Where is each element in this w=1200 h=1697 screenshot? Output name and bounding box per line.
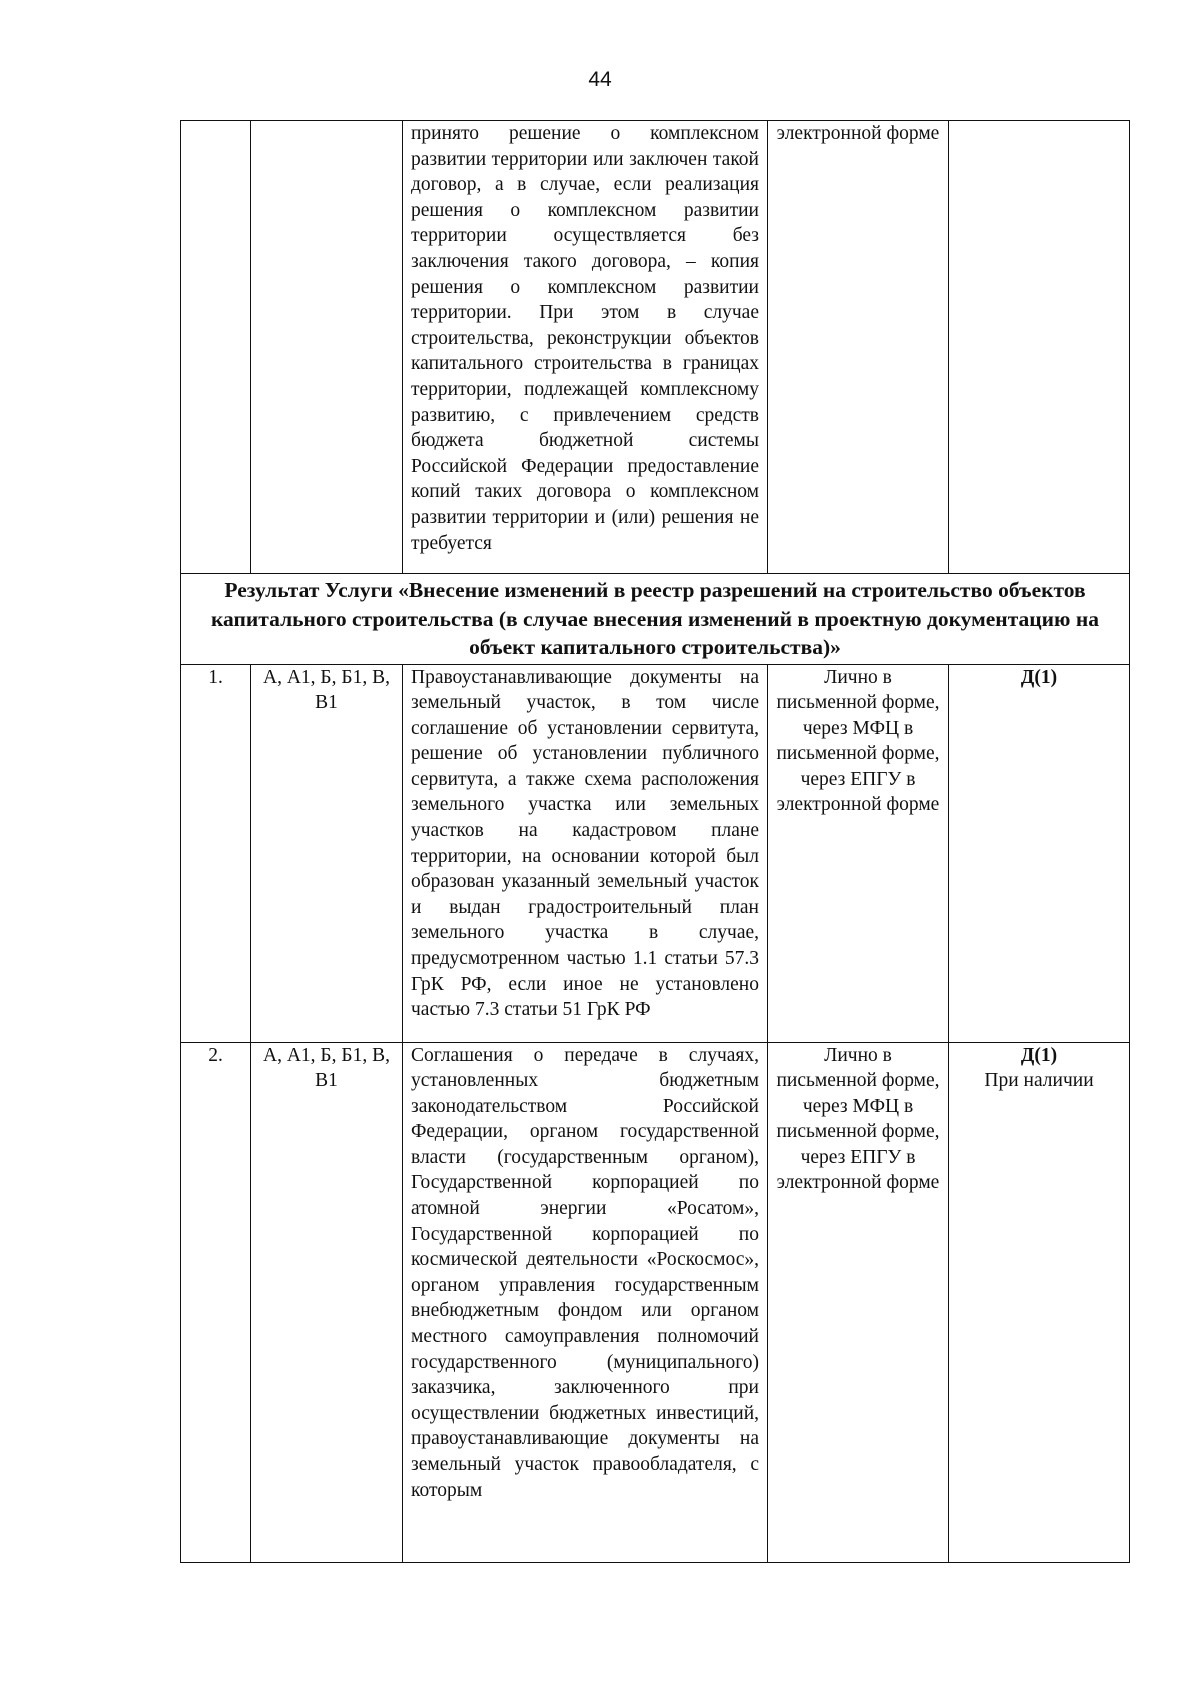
note-cell	[949, 121, 1130, 574]
table-row-continuation	[181, 121, 1130, 574]
page-number: 44	[588, 68, 612, 91]
document-code: Д(1)	[1020, 1044, 1058, 1066]
availability-note: При наличии	[984, 1070, 1094, 1092]
document-text-cell: Соглашения о передаче в случаях, установленных бюджетным законодательством Российской Федерации, органом государственной власти (государственным органом), Государственной корпорацией по атомной энергии «Росатом», Государственной корпорацией по космической деятельности «Роскосмос», органом управления государственным внебюджетным фондом или органом местного самоуправления полномочий государственного (муниципального) заказчика, заключенного при осуществлении бюджетных инвестиций, правоустанавливающие документы на земельный участок правообладателя, с которым	[403, 1042, 768, 1562]
section-title: Результат Услуги «Внесение изменений в реестр разрешений на строительство объектов капитального строительства (в случае внесения изменений в проектную документацию на объект капитального строительства)»	[181, 574, 1130, 665]
table-row	[181, 664, 1130, 1042]
section-header-row	[181, 574, 1130, 665]
categories-cell: А, А1, Б, Б1, В, В1	[251, 1042, 403, 1562]
submission-way-cell: Лично в письменной форме, через МФЦ в письменной форме, через ЕПГУ в электронной форме	[768, 664, 949, 1042]
documents-table	[180, 120, 1130, 1563]
row-number-cell	[181, 121, 251, 574]
document-text-cell: Правоустанавливающие документы на земельный участок, в том числе соглашение об установлении сервитута, решение об установлении публичного сервитута, а также схема расположения земельного участка или земельных участков на кадастровом плане территории, на основании которой был образован указанный земельный участок и выдан градостроительный план земельного участка в случае, предусмотренном частью 1.1 статьи 57.3 ГрК РФ, если иное не установлено частью 7.3 статьи 51 ГрК РФ	[403, 664, 768, 1042]
document-text-cell: принято решение о комплексном развитии территории или заключен такой договор, а в случае, если реализация решения о комплексном развитии территории осуществляется без заключения такого договора, – копия решения о комплексном развитии территории. При этом в случае строительства, реконструкции объектов капитального строительства в границах территории, подлежащей комплексному развитию, с привлечением средств бюджета бюджетной системы Российской Федерации предоставление копий таких договора о комплексном развитии территории и (или) решения не требуется	[403, 121, 768, 574]
table-row	[181, 1042, 1130, 1562]
note-cell	[949, 664, 1130, 1042]
row-number-cell: 1.	[181, 664, 251, 1042]
note-cell	[949, 1042, 1130, 1562]
categories-cell	[251, 121, 403, 574]
submission-way-cell: Лично в письменной форме, через МФЦ в письменной форме, через ЕПГУ в электронной форме	[768, 1042, 949, 1562]
submission-way-cell: электронной форме	[768, 121, 949, 574]
document-code: Д(1)	[1020, 666, 1058, 688]
categories-cell: А, А1, Б, Б1, В, В1	[251, 664, 403, 1042]
row-number-cell: 2.	[181, 1042, 251, 1562]
